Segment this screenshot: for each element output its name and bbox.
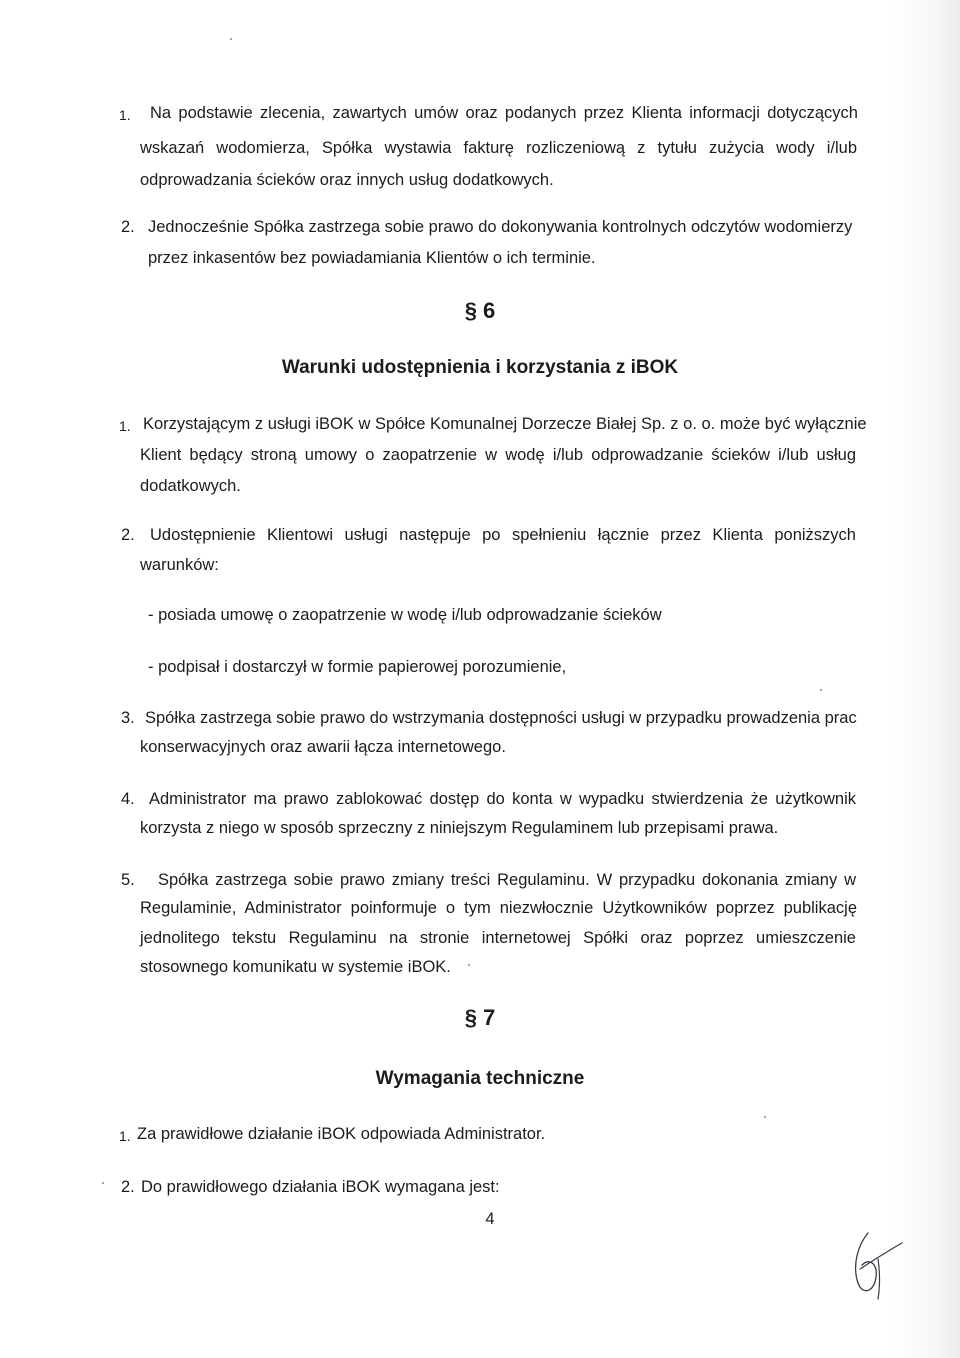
paragraph-line: odprowadzania ścieków oraz innych usług dodatkowych. — [140, 171, 554, 189]
paragraph-line: Korzystającym z usługi iBOK w Spółce Komunalnej Dorzecze Białej Sp. z o. o. może być wyłącznie — [143, 415, 867, 433]
paragraph-line: Spółka zastrzega sobie prawo do wstrzymania dostępności usługi w przypadku prowadzenia prac — [145, 709, 857, 727]
paragraph-line: Do prawidłowego działania iBOK wymagana jest: — [141, 1178, 500, 1196]
paragraph-line: dodatkowych. — [140, 477, 241, 495]
page-number: 4 — [485, 1210, 495, 1228]
paragraph-line: warunków: — [140, 556, 219, 574]
paragraph-line: stosownego komunikatu w systemie iBOK. — [140, 958, 451, 976]
section-sign: § 7 — [464, 1005, 496, 1030]
paragraph-line: Klient będący stroną umowy o zaopatrzenie w wodę i/lub odprowadzanie ścieków i/lub usług — [140, 446, 856, 464]
scan-speck — [764, 1116, 766, 1118]
list-number: 2. — [121, 526, 135, 544]
list-number: 1. — [119, 107, 131, 123]
paragraph-line: Jednocześnie Spółka zastrzega sobie prawo do dokonywania kontrolnych odczytów wodomierzy — [148, 218, 853, 236]
list-number: 1. — [119, 1128, 131, 1144]
paragraph-line: Udostępnienie Klientowi usługi następuje po spełnieniu łącznie przez Klienta poniższych — [150, 526, 856, 544]
bullet-item: - podpisał i dostarczył w formie papierowej porozumienie, — [148, 658, 567, 676]
paragraph-line: jednolitego tekstu Regulaminu na stronie internetowej Spółki oraz poprzez umieszczenie — [140, 929, 856, 947]
paragraph-line: konserwacyjnych oraz awarii łącza internetowego. — [140, 738, 506, 756]
list-number: 4. — [121, 790, 135, 808]
section-sign: § 6 — [464, 298, 496, 323]
paragraph-line: Regulaminie, Administrator poinformuje o tym niezwłocznie Użytkowników poprzez publikację — [140, 899, 857, 917]
paragraph-line: Spółka zastrzega sobie prawo zmiany treści Regulaminu. W przypadku dokonania zmiany w — [158, 871, 856, 889]
handwritten-initials-icon — [840, 1225, 910, 1305]
scan-speck — [468, 964, 470, 966]
section-title: Wymagania techniczne — [375, 1068, 585, 1089]
list-number: 3. — [121, 709, 135, 727]
bullet-item: - posiada umowę o zaopatrzenie w wodę i/lub odprowadzanie ścieków — [148, 606, 662, 624]
list-number: 2. — [121, 218, 135, 236]
section-title: Warunki udostępnienia i korzystania z iBOK — [281, 357, 679, 378]
scan-speck — [102, 1182, 104, 1184]
list-number: 1. — [119, 418, 131, 434]
paragraph-line: Administrator ma prawo zablokować dostęp do konta w wypadku stwierdzenia że użytkownik — [149, 790, 856, 808]
list-number: 2. — [121, 1178, 135, 1196]
scan-speck — [230, 38, 232, 40]
paragraph-line: korzysta z niego w sposób sprzeczny z niniejszym Regulaminem lub przepisami prawa. — [140, 819, 779, 837]
paragraph-line: przez inkasentów bez powiadamiania Klientów o ich terminie. — [148, 249, 596, 267]
paragraph-line: wskazań wodomierza, Spółka wystawia fakturę rozliczeniową z tytułu zużycia wody i/lub — [140, 139, 857, 157]
paragraph-line: Na podstawie zlecenia, zawartych umów oraz podanych przez Klienta informacji dotyczących — [150, 104, 858, 122]
scan-edge-shadow — [890, 0, 960, 1358]
scan-speck — [820, 689, 822, 691]
list-number: 5. — [121, 871, 135, 889]
paragraph-line: Za prawidłowe działanie iBOK odpowiada Administrator. — [137, 1125, 546, 1143]
